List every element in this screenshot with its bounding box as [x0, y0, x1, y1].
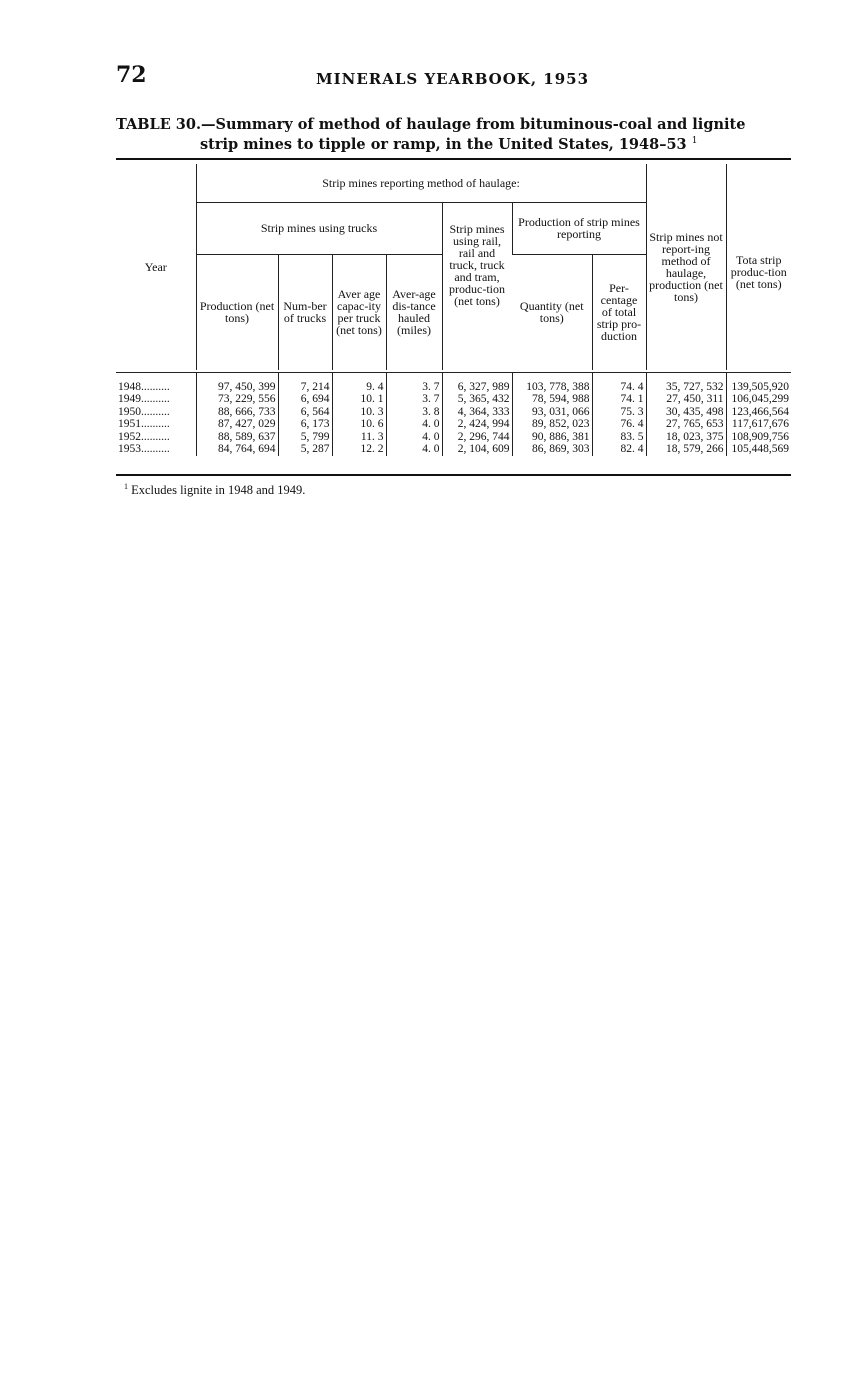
cell-not-reporting-value: 35, 727, 532 — [666, 380, 724, 393]
cell-quantity — [512, 443, 592, 456]
cell-number-trucks-value: 6, 694 — [300, 393, 330, 405]
cell-quantity — [512, 406, 592, 419]
cell-production — [196, 406, 278, 419]
leader-dots: .......... — [141, 380, 170, 393]
leader-dots: .......... — [141, 393, 170, 405]
cell-production-value: 73, 229, 556 — [218, 393, 276, 405]
leader-dots: .......... — [141, 418, 170, 430]
cell-not-reporting — [646, 418, 726, 431]
cell-production-value: 88, 589, 637 — [218, 430, 276, 443]
cell-total-value: 123,466,564 — [731, 405, 789, 418]
cell-quantity — [512, 418, 592, 431]
cell-total — [726, 431, 791, 444]
header-year: Year — [116, 164, 196, 370]
cell-avg-capacity-value: 9. 4 — [366, 380, 384, 393]
cell-avg-distance-value: 3. 7 — [422, 393, 440, 405]
cell-not-reporting-value: 30, 435, 498 — [666, 405, 724, 418]
cell-percentage-value: 74. 4 — [620, 380, 644, 393]
cell-rail-production — [442, 406, 512, 419]
cell-year-value: 1948 — [118, 380, 141, 393]
cell-year — [116, 393, 196, 406]
cell-rail-production-value: 2, 104, 609 — [457, 443, 510, 455]
cell-avg-distance-value: 4. 0 — [422, 418, 440, 430]
cell-total — [726, 381, 791, 394]
table-row — [116, 393, 791, 406]
header-group-production: Production of strip mines reporting — [512, 202, 646, 254]
cell-avg-capacity-value: 11. 3 — [360, 430, 384, 443]
header-group-trucks: Strip mines using trucks — [196, 202, 442, 254]
cell-quantity — [512, 381, 592, 394]
cell-year-value: 1953 — [118, 443, 141, 455]
table-row — [116, 418, 791, 431]
cell-avg-distance — [386, 381, 442, 394]
cell-number-trucks — [278, 393, 332, 406]
cell-number-trucks-value: 7, 214 — [300, 380, 330, 393]
cell-rail-production — [442, 418, 512, 431]
cell-total-value: 108,909,756 — [731, 430, 789, 443]
cell-avg-distance — [386, 443, 442, 456]
cell-total-value: 105,448,569 — [731, 443, 789, 455]
cell-quantity-value: 103, 778, 388 — [526, 380, 590, 393]
cell-number-trucks — [278, 381, 332, 394]
cell-avg-capacity-value: 12. 2 — [360, 443, 384, 455]
cell-not-reporting-value: 27, 765, 653 — [666, 418, 724, 430]
table-row — [116, 381, 791, 394]
cell-quantity-value: 86, 869, 303 — [532, 443, 590, 455]
header-not-reporting: Strip mines not report-ing method of haulage, production (net tons) — [646, 164, 726, 370]
cell-year-value: 1952 — [118, 430, 141, 443]
cell-production-value: 97, 450, 399 — [218, 380, 276, 393]
cell-year — [116, 381, 196, 394]
cell-percentage-value: 74. 1 — [620, 393, 644, 405]
cell-year — [116, 406, 196, 419]
cell-quantity — [512, 393, 592, 406]
cell-not-reporting-value: 18, 023, 375 — [666, 430, 724, 443]
cell-avg-distance-value: 3. 7 — [422, 380, 440, 393]
cell-avg-capacity-value: 10. 3 — [360, 405, 384, 418]
table-row — [116, 406, 791, 419]
header-production: Production (net tons) — [199, 299, 275, 326]
cell-year — [116, 418, 196, 431]
cell-percentage-value: 82. 4 — [620, 443, 644, 455]
cell-avg-capacity-value: 10. 1 — [360, 393, 384, 405]
cell-percentage-value: 76. 4 — [620, 418, 644, 430]
cell-rail-production — [442, 381, 512, 394]
cell-rail-production-value: 4, 364, 333 — [457, 405, 510, 418]
cell-avg-capacity — [332, 443, 386, 456]
page-number: 72 — [116, 62, 147, 88]
cell-percentage — [592, 443, 646, 456]
cell-production — [196, 393, 278, 406]
cell-rail-production-value: 2, 424, 994 — [457, 418, 510, 430]
haulage-table — [116, 164, 791, 456]
table-row — [116, 443, 791, 456]
cell-number-trucks — [278, 443, 332, 456]
cell-percentage — [592, 393, 646, 406]
table-body — [116, 381, 791, 456]
cell-number-trucks — [278, 418, 332, 431]
header-group-reporting: Strip mines reporting method of haulage: — [196, 164, 646, 202]
cell-year — [116, 431, 196, 444]
cell-year-value: 1950 — [118, 405, 141, 418]
cell-avg-capacity — [332, 381, 386, 394]
cell-percentage — [592, 381, 646, 394]
cell-total — [726, 393, 791, 406]
footnote — [124, 482, 305, 498]
leader-dots: .......... — [141, 405, 170, 418]
cell-avg-distance — [386, 406, 442, 419]
header-number-trucks: Num-ber of trucks — [278, 254, 332, 370]
cell-production-value: 88, 666, 733 — [218, 405, 276, 418]
cell-total-value: 139,505,920 — [731, 380, 789, 393]
cell-total — [726, 418, 791, 431]
cell-not-reporting — [646, 443, 726, 456]
cell-quantity-value: 89, 852, 023 — [532, 418, 590, 430]
cell-production — [196, 381, 278, 394]
cell-rail-production — [442, 443, 512, 456]
cell-number-trucks — [278, 406, 332, 419]
leader-dots: .......... — [141, 430, 170, 443]
cell-avg-distance — [386, 431, 442, 444]
footnote-mark: 1 — [124, 482, 128, 491]
cell-not-reporting — [646, 381, 726, 394]
header-total: Tota strip produc-tion (net tons) — [726, 164, 791, 370]
cell-avg-distance-value: 4. 0 — [422, 443, 440, 455]
running-head: MINERALS YEARBOOK, 1953 — [316, 70, 590, 88]
cell-avg-capacity — [332, 406, 386, 419]
cell-total — [726, 443, 791, 456]
cell-number-trucks-value: 6, 564 — [300, 405, 330, 418]
cell-avg-capacity — [332, 418, 386, 431]
cell-year-value: 1949 — [118, 393, 141, 405]
cell-rail-production-value: 2, 296, 744 — [457, 430, 510, 443]
cell-quantity-value: 93, 031, 066 — [532, 405, 590, 418]
cell-production — [196, 443, 278, 456]
cell-not-reporting-value: 27, 450, 311 — [666, 393, 724, 405]
cell-rail-production — [442, 431, 512, 444]
cell-production-value: 84, 764, 694 — [218, 443, 276, 455]
cell-percentage — [592, 406, 646, 419]
table-bottom-rule — [116, 474, 791, 476]
cell-quantity-value: 90, 886, 381 — [532, 430, 590, 443]
cell-avg-capacity — [332, 393, 386, 406]
header-percentage: Per-centage of total strip pro-duction — [592, 254, 646, 370]
cell-total-value: 106,045,299 — [731, 393, 789, 405]
cell-production — [196, 431, 278, 444]
cell-rail-production — [442, 393, 512, 406]
cell-rail-production-value: 5, 365, 432 — [457, 393, 510, 405]
cell-not-reporting — [646, 406, 726, 419]
cell-production — [196, 418, 278, 431]
cell-number-trucks-value: 5, 799 — [300, 430, 330, 443]
cell-avg-distance — [386, 418, 442, 431]
cell-avg-distance — [386, 393, 442, 406]
table-row — [116, 431, 791, 444]
table-top-rule — [116, 158, 791, 160]
cell-percentage-value: 83. 5 — [620, 430, 644, 443]
cell-avg-distance-value: 3. 8 — [422, 405, 440, 418]
cell-avg-capacity-value: 10. 6 — [360, 418, 384, 430]
cell-year-value: 1951 — [118, 418, 141, 430]
cell-percentage-value: 75. 3 — [620, 405, 644, 418]
cell-not-reporting — [646, 393, 726, 406]
header-quantity: Quantity (net tons) — [519, 299, 584, 326]
header-avg-distance: Aver-age dis-tance hauled (miles) — [386, 254, 442, 370]
cell-total — [726, 406, 791, 419]
leader-dots: .......... — [141, 443, 170, 455]
cell-not-reporting — [646, 431, 726, 444]
footnote-text: Excludes lignite in 1948 and 1949. — [131, 483, 306, 498]
cell-not-reporting-value: 18, 579, 266 — [666, 443, 724, 455]
caption-footnote-ref: 1 — [691, 136, 698, 146]
cell-quantity-value: 78, 594, 988 — [532, 393, 590, 405]
caption-line-2 — [116, 133, 796, 153]
cell-avg-distance-value: 4. 0 — [422, 430, 440, 443]
cell-number-trucks-value: 5, 287 — [300, 443, 330, 455]
caption-line-2-text: strip mines to tipple or ramp, in the United States, 1948–53 — [200, 135, 687, 153]
cell-production-value: 87, 427, 029 — [218, 418, 276, 430]
cell-percentage — [592, 431, 646, 444]
cell-year — [116, 443, 196, 456]
caption-line-1: TABLE 30.—Summary of method of haulage from bituminous-coal and lignite — [116, 116, 746, 133]
cell-quantity — [512, 431, 592, 444]
table-caption — [116, 116, 796, 153]
cell-avg-capacity — [332, 431, 386, 444]
cell-number-trucks — [278, 431, 332, 444]
cell-total-value: 117,617,676 — [731, 418, 789, 430]
cell-rail-production-value: 6, 327, 989 — [457, 380, 510, 393]
cell-percentage — [592, 418, 646, 431]
header-avg-capacity: Aver age capac-ity per truck (net tons) — [332, 254, 386, 370]
cell-number-trucks-value: 6, 173 — [300, 418, 330, 430]
header-rail: Strip mines using rail, rail and truck, truck and tram, produc-tion (net tons) — [442, 202, 512, 370]
